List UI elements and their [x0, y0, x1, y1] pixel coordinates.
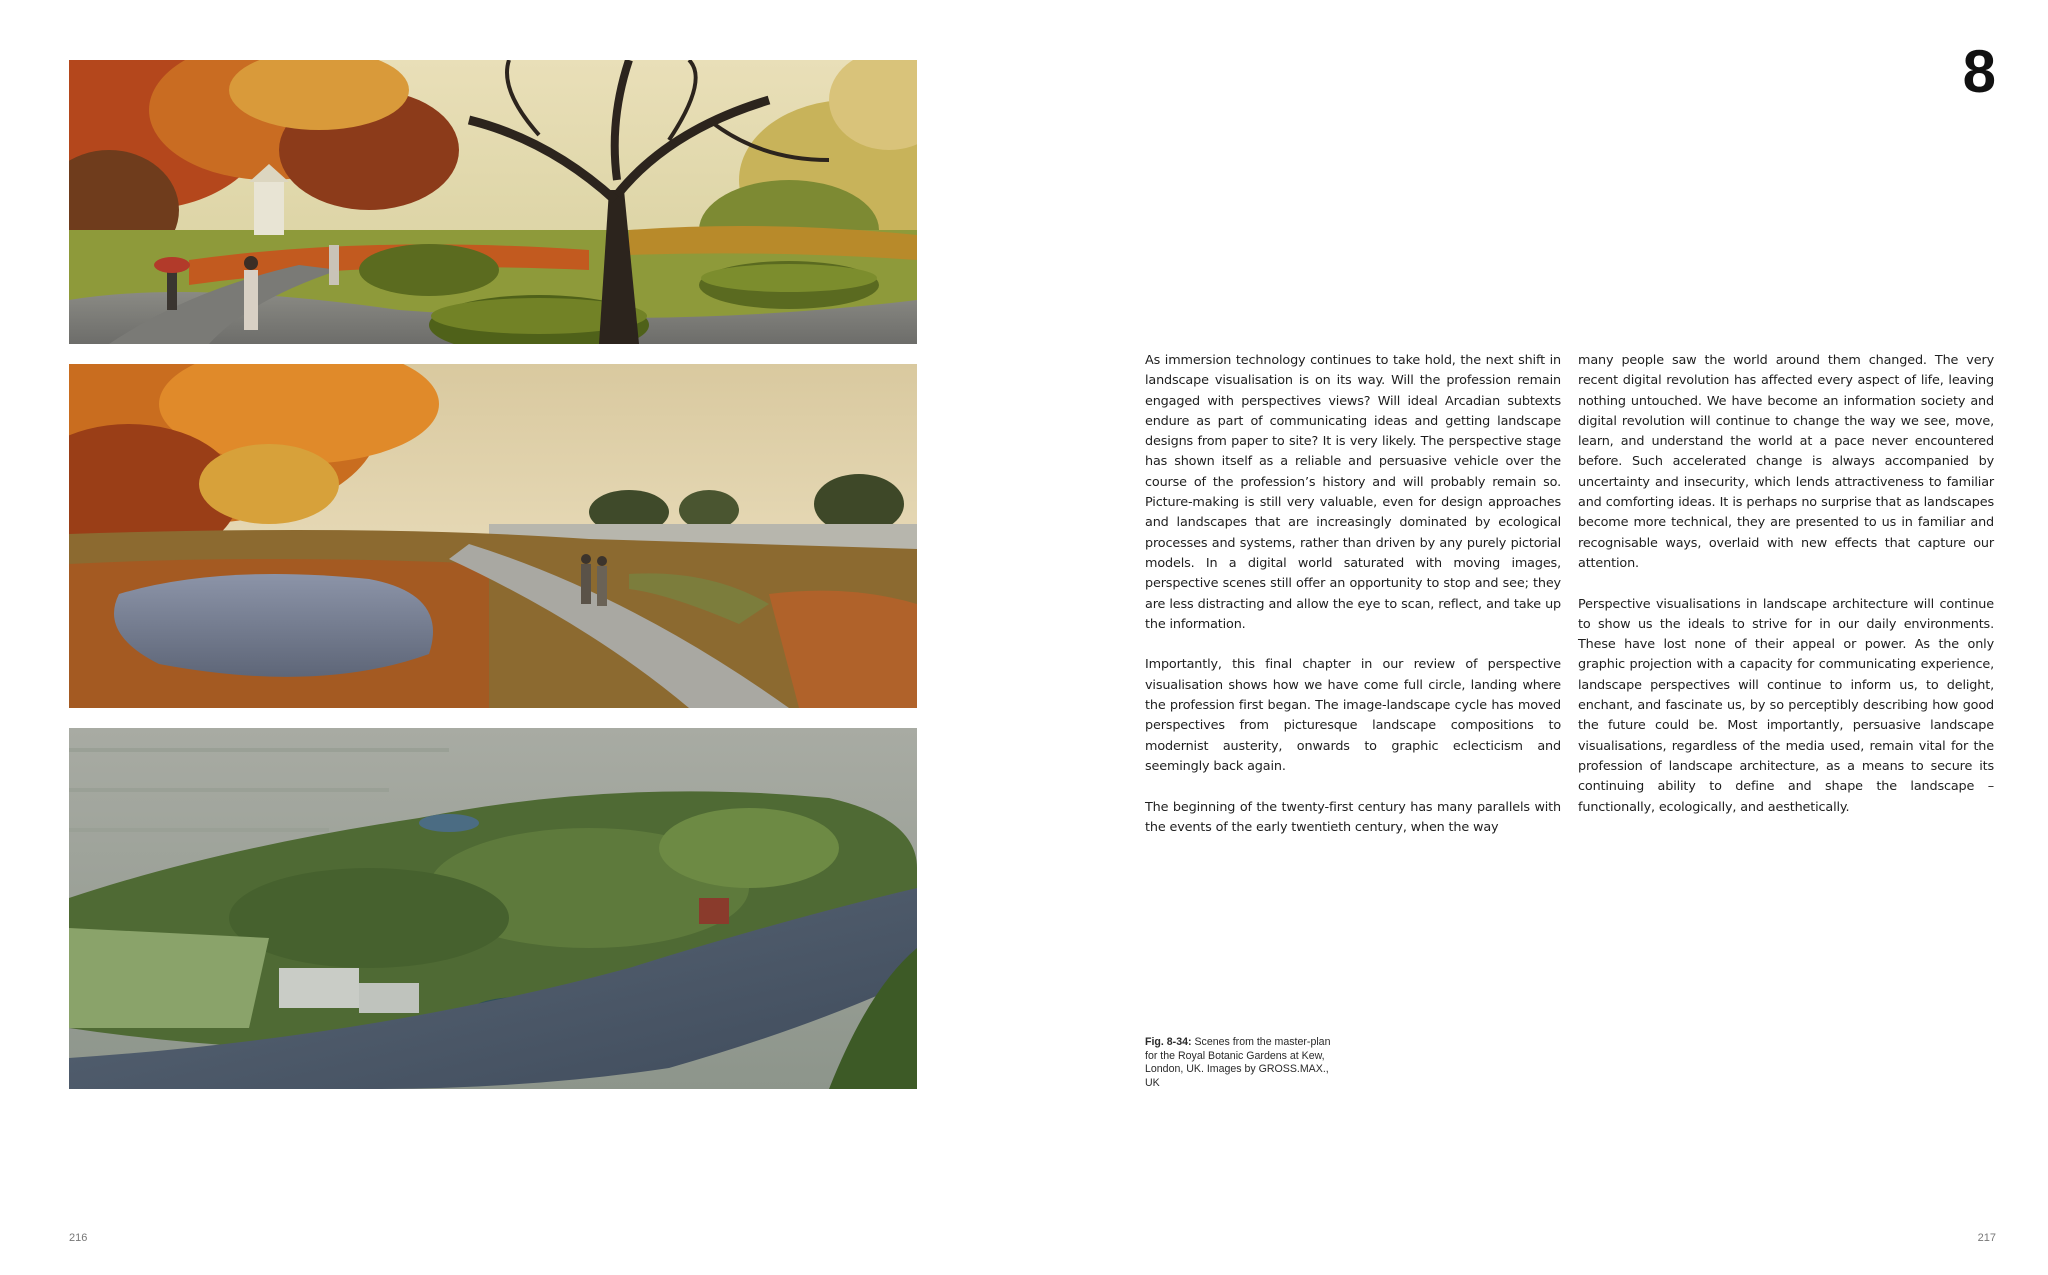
paragraph: Importantly, this final chapter in our review of perspective visualisation shows how we have come full circle, landing where the profession first began. The image-landscape cycle has moved perspectives from picturesque landscape compositions to modernist austerity, onwards to graphic eclecticism and seemingly back again.: [1145, 657, 1561, 774]
body-text-right-column: [1578, 351, 1994, 838]
body-text-left-column: [1145, 351, 1561, 858]
chapter-number: 8: [1962, 38, 1996, 105]
paragraph: As immersion technology continues to take hold, the next shift in landscape visualisation is on its way. Will the profession remain engaged with perspectives views? Will ideal Arcadian subtexts endure as part of communicating ideas and getting landscape designs from paper to site? It is very likely. The perspective stage has shown itself as a reliable and persuasive vehicle over the course of the profession’s history and will probably remain so. Picture-making is still very valuable, even for design approaches and landscapes that are increasingly dominated by ecological processes and systems, rather than driven by any purely pictorial models. In a digital world saturated with moving images, perspective scenes still offer an opportunity to stop and see; they are less distracting and allow the eye to scan, reflect, and take up the information.: [1145, 353, 1561, 632]
autumn-garden-illustration: [69, 60, 917, 344]
aerial-masterplan-illustration: [69, 728, 917, 1089]
figure-caption-text: Scenes from the master-plan for the Royal Botanic Gardens at Kew, London, UK. Images by GROSS.MAX., UK: [1145, 1036, 1331, 1089]
figure-caption-label: Fig. 8-34:: [1145, 1036, 1192, 1048]
page-number-left: 216: [69, 1232, 88, 1244]
paragraph: many people saw the world around them changed. The very recent digital revolution has affected every aspect of life, leaving nothing untouched. We have become an information society and digital revolution will continue to change the way we see, move, learn, and understand the world at a pace never encountered before. Such accelerated change is always accompanied by uncertainty and insecurity, which lends attractiveness to familiar and comforting ideas. It is perhaps no surprise that as landscapes become more technical, they are presented to us in familiar and recognisable ways, overlaid with new effects that capture our attention.: [1578, 353, 1994, 571]
river-path-illustration: [69, 364, 917, 708]
figure-caption: [1145, 1036, 1335, 1090]
paragraph: The beginning of the twenty-first century has many parallels with the events of the early twentieth century, when the way: [1145, 799, 1561, 835]
paragraph: Perspective visualisations in landscape architecture will continue to show us the ideals to strive for in our daily environments. These have lost none of their appeal or power. As the only graphic projection with a capacity for communicating experience, landscape perspectives will continue to inform us, to delight, enchant, and fascinate us, by so perceptibly describing how good the future could be. Most importantly, persuasive landscape visualisations, regardless of the media used, remain vital for the profession of landscape architecture, as a means to secure its continuing ability to define and shape the landscape – functionally, ecologically, and aesthetically.: [1578, 596, 1994, 815]
page-number-right: 217: [1977, 1232, 1996, 1244]
